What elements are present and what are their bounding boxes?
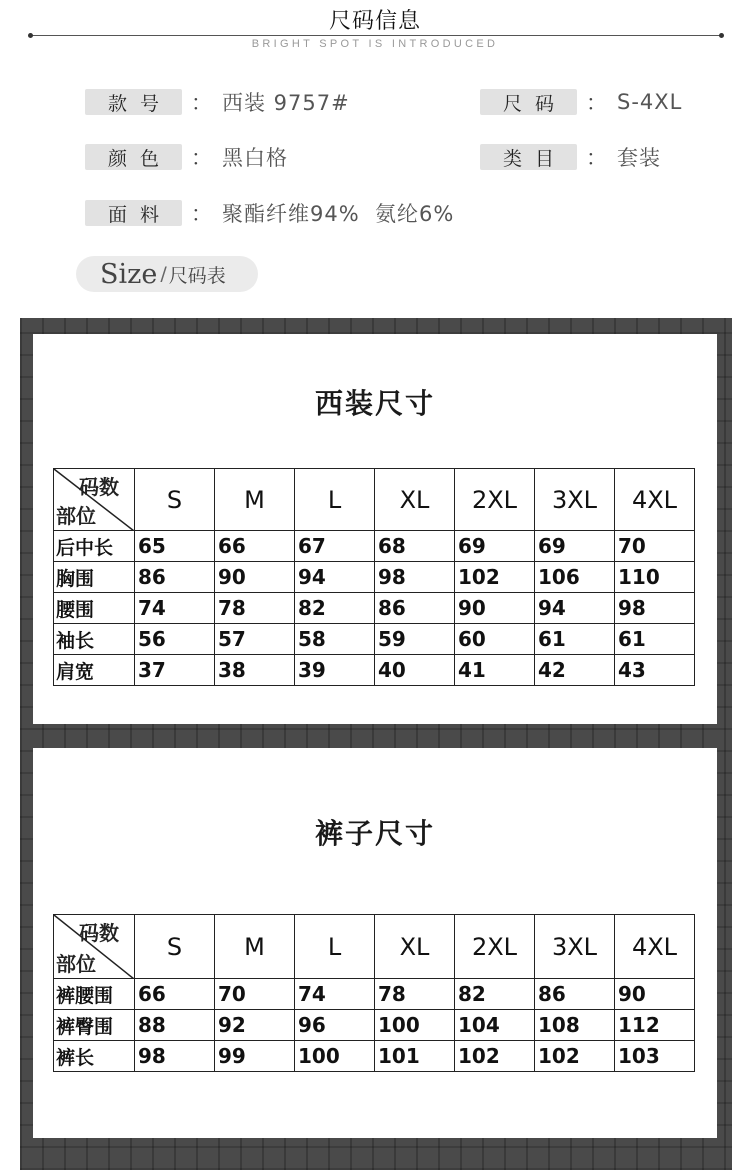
table-cell: 94 [295, 562, 375, 593]
table-row [54, 531, 695, 562]
title-divider [30, 35, 722, 36]
size-header: 2XL [455, 915, 535, 979]
table-cell: 40 [375, 655, 455, 686]
size-header: XL [375, 469, 455, 531]
suit-size-table [53, 468, 695, 686]
table-cell: 39 [295, 655, 375, 686]
spec-value: S-4XL [617, 90, 683, 114]
table-row [54, 655, 695, 686]
spec-label: 类目 [480, 144, 577, 170]
table-cell: 96 [295, 1010, 375, 1041]
table-cell: 74 [295, 979, 375, 1010]
table-cell: 86 [135, 562, 215, 593]
table-cell: 66 [135, 979, 215, 1010]
table-cell: 94 [535, 593, 615, 624]
spec-size-range [480, 89, 682, 115]
table-cell: 59 [375, 624, 455, 655]
row-label: 肩宽 [54, 655, 135, 686]
table-row [54, 562, 695, 593]
table-cell: 74 [135, 593, 215, 624]
spec-colon: ： [191, 91, 212, 115]
table-cell: 78 [375, 979, 455, 1010]
size-header: 4XL [615, 915, 695, 979]
row-label: 腰围 [54, 593, 135, 624]
table-cell: 67 [295, 531, 375, 562]
table-cell: 69 [455, 531, 535, 562]
corner-size-label: 码数 [79, 475, 119, 499]
table-cell: 86 [535, 979, 615, 1010]
row-label: 袖长 [54, 624, 135, 655]
row-label: 裤长 [54, 1041, 135, 1072]
table-cell: 82 [295, 593, 375, 624]
spec-label: 颜色 [85, 144, 182, 170]
table-cell: 37 [135, 655, 215, 686]
table-row [54, 624, 695, 655]
spec-value: 聚酯纤维94% 氨纶6% [222, 202, 455, 226]
spec-fabric [85, 200, 454, 226]
size-header: 3XL [535, 469, 615, 531]
corner-part-label: 部位 [56, 504, 96, 528]
spec-colon: ： [586, 91, 607, 115]
size-header: M [215, 469, 295, 531]
table-cell: 57 [215, 624, 295, 655]
table-cell: 38 [215, 655, 295, 686]
pants-table-title: 裤子尺寸 [314, 817, 435, 850]
size-header: 3XL [535, 915, 615, 979]
suit-size-card [33, 334, 717, 724]
table-cell: 98 [135, 1041, 215, 1072]
table-row [54, 593, 695, 624]
table-cell: 78 [215, 593, 295, 624]
table-cell: 104 [455, 1010, 535, 1041]
size-header: S [135, 915, 215, 979]
table-cell: 99 [215, 1041, 295, 1072]
spec-colon: ： [191, 202, 212, 226]
table-cell: 70 [615, 531, 695, 562]
size-header: S [135, 469, 215, 531]
table-row [54, 1041, 695, 1072]
table-cell: 102 [535, 1041, 615, 1072]
row-label: 胸围 [54, 562, 135, 593]
spec-category [480, 144, 661, 170]
corner-part-label: 部位 [56, 952, 96, 976]
table-corner-header [54, 915, 135, 979]
spec-color [85, 144, 288, 170]
table-cell: 43 [615, 655, 695, 686]
size-header: XL [375, 915, 455, 979]
row-label: 裤腰围 [54, 979, 135, 1010]
table-cell: 112 [615, 1010, 695, 1041]
size-header: M [215, 915, 295, 979]
row-label: 裤臀围 [54, 1010, 135, 1041]
table-cell: 70 [215, 979, 295, 1010]
size-chart-label-en: Size [100, 258, 158, 290]
table-cell: 69 [535, 531, 615, 562]
row-label: 后中长 [54, 531, 135, 562]
size-header: 2XL [455, 469, 535, 531]
corner-size-label: 码数 [79, 921, 119, 945]
spec-value: 西装 9757# [222, 91, 350, 115]
table-corner-header [54, 469, 135, 531]
table-cell: 100 [375, 1010, 455, 1041]
size-chart-label-slash: / [160, 263, 167, 285]
spec-label: 款号 [85, 89, 182, 115]
table-cell: 101 [375, 1041, 455, 1072]
spec-value: 黑白格 [222, 146, 288, 170]
table-cell: 90 [455, 593, 535, 624]
table-cell: 68 [375, 531, 455, 562]
table-cell: 61 [535, 624, 615, 655]
table-cell: 82 [455, 979, 535, 1010]
table-cell: 98 [615, 593, 695, 624]
spec-label: 尺码 [480, 89, 577, 115]
pants-size-card [33, 748, 717, 1138]
spec-label: 面料 [85, 200, 182, 226]
table-cell: 58 [295, 624, 375, 655]
table-row [54, 979, 695, 1010]
table-cell: 90 [615, 979, 695, 1010]
table-cell: 90 [215, 562, 295, 593]
size-header: L [295, 469, 375, 531]
size-chart-label [76, 256, 258, 292]
page-subtitle: BRIGHT SPOT IS INTRODUCED [251, 38, 499, 50]
table-cell: 102 [455, 562, 535, 593]
table-row [54, 1010, 695, 1041]
table-cell: 103 [615, 1041, 695, 1072]
table-cell: 108 [535, 1010, 615, 1041]
table-cell: 106 [535, 562, 615, 593]
table-cell: 100 [295, 1041, 375, 1072]
table-cell: 92 [215, 1010, 295, 1041]
page-title: 尺码信息 [328, 9, 421, 34]
table-cell: 66 [215, 531, 295, 562]
table-cell: 60 [455, 624, 535, 655]
spec-value: 套装 [617, 146, 661, 170]
table-cell: 98 [375, 562, 455, 593]
table-cell: 41 [455, 655, 535, 686]
spec-colon: ： [191, 146, 212, 170]
size-chart-label-cn: 尺码表 [168, 264, 226, 287]
spec-style-no [85, 89, 350, 115]
size-header: L [295, 915, 375, 979]
pants-size-table [53, 914, 695, 1072]
table-cell: 56 [135, 624, 215, 655]
table-cell: 86 [375, 593, 455, 624]
spec-colon: ： [586, 146, 607, 170]
suit-table-title: 西装尺寸 [314, 387, 435, 420]
table-cell: 110 [615, 562, 695, 593]
table-cell: 42 [535, 655, 615, 686]
table-cell: 102 [455, 1041, 535, 1072]
table-cell: 65 [135, 531, 215, 562]
table-cell: 61 [615, 624, 695, 655]
size-header: 4XL [615, 469, 695, 531]
table-cell: 88 [135, 1010, 215, 1041]
